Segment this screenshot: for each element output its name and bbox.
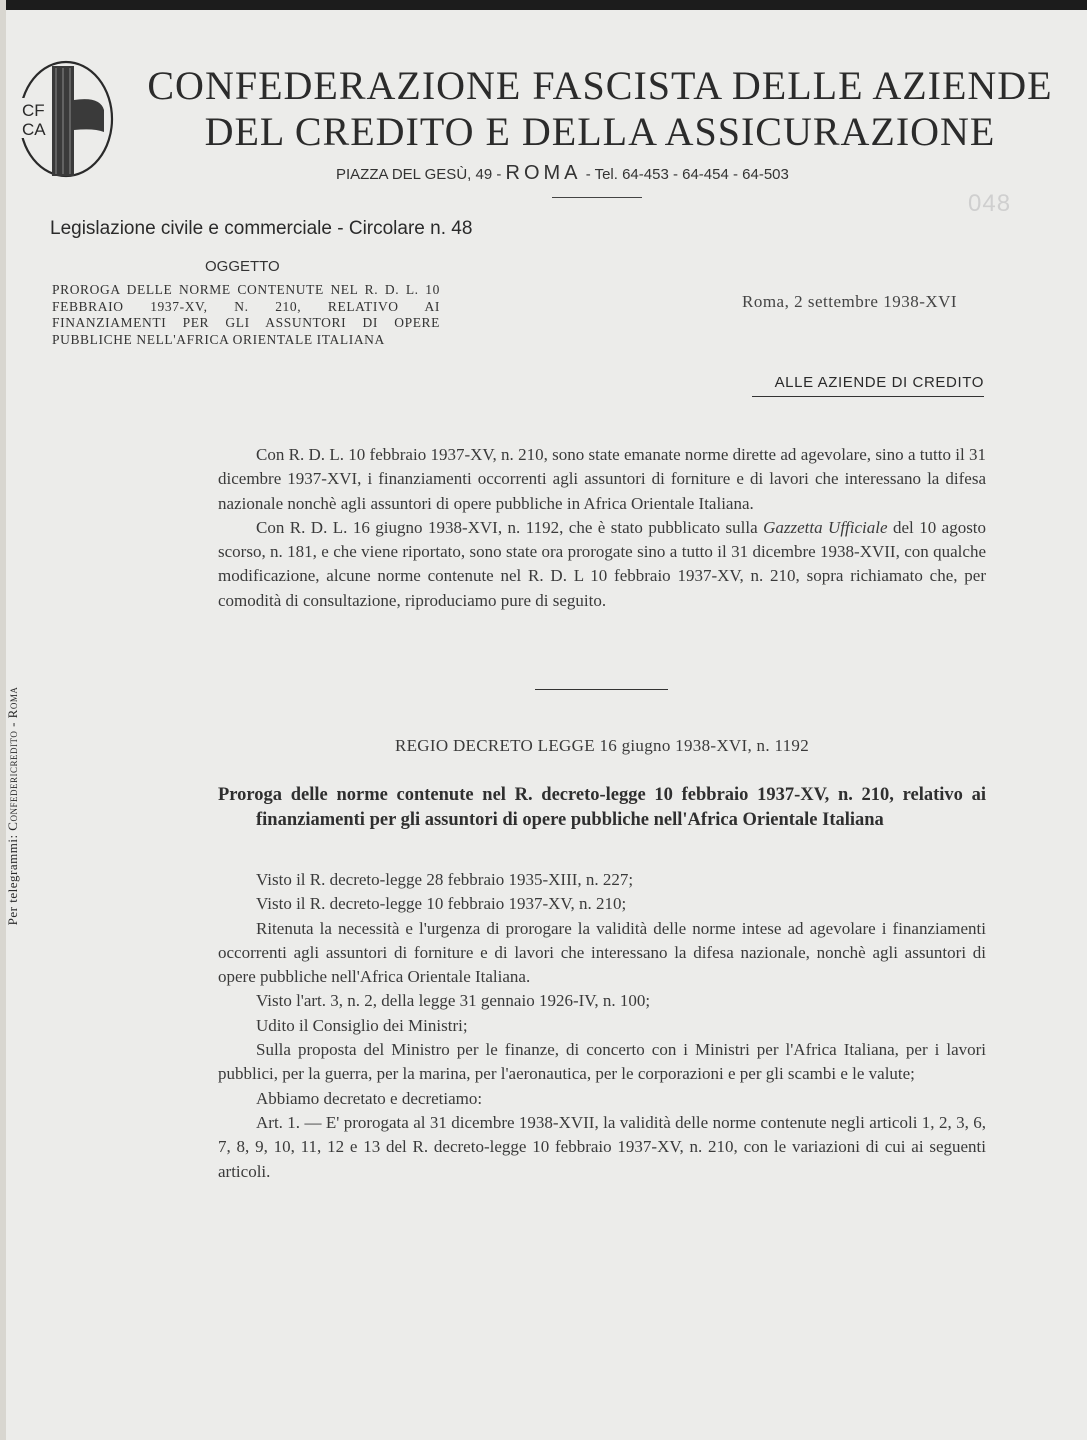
decree-line-3: Ritenuta la necessità e l'urgenza di prorogare la validità delle norme intese ad agevolare i finanziamenti occorrenti agli assuntori di forniture e di lavori che interessano la difesa nazionale, nonchè agli assuntori di opere pubbliche nell'Africa Orientale Italiana. (218, 918, 986, 987)
header-divider (552, 197, 642, 198)
fasces-emblem-icon (16, 58, 118, 180)
address-phones: - Tel. 64-453 - 64-454 - 64-503 (585, 166, 789, 183)
margin-telegram-address (5, 671, 21, 941)
telegram-prefix: Per telegrammi: (5, 834, 20, 926)
recipient-underline (752, 396, 984, 397)
logo-letters-top: CF (22, 101, 45, 120)
recipient: ALLE AZIENDE DI CREDITO (774, 374, 984, 391)
header-title-line1: CONFEDERAZIONE FASCISTA DELLE AZIENDE (147, 63, 1053, 108)
decree-line-2: Visto il R. decreto-legge 10 febbraio 1937-XV, n. 210; (256, 894, 627, 914)
intro-paragraph-2-end: del 10 agosto scorso, n. 181, e che viene riportato, sono state ora prorogate sino a tutto il 31 dicembre 1938-XVII, con qualche modificazione, alcune norme contenute nel R. D. L 10 febbraio 1937-XV, n. 210, sopra richiamato che, per comodità di consultazione, riproduciamo pure di seguito. (218, 517, 987, 610)
decree-line-5: Udito il Consiglio dei Ministri; (256, 1015, 468, 1035)
section-divider (535, 689, 668, 690)
intro-paragraph-2-start: Con R. D. L. 16 giugno 1938-XVI, n. 1192, che è stato pubblicato sulla (256, 517, 758, 537)
header-address (336, 162, 896, 185)
telegram-address: Confedericredito - Roma (5, 686, 20, 831)
intro-paragraph-1: Con R. D. L. 10 febbraio 1937-XV, n. 210, sono state emanate norme dirette ad agevolare, sino a tutto il 31 dicembre 1937-XVI, i finanziamenti occorrenti agli assuntori di forniture e di lavori che interessano la difesa nazionale nonchè agli assuntori di opere pubbliche in Africa Orientale Italiana. (218, 445, 986, 513)
circular-heading: Legislazione civile e commerciale - Circolare n. 48 (50, 218, 473, 239)
decree-article-1: Art. 1. — E' prorogata al 31 dicembre 1938-XVII, la validità delle norme contenute negli articoli 1, 2, 3, 6, 7, 8, 9, 10, 11, 12 e 13 del R. decreto-legge 10 febbraio 1937-XV, n. 210, con le variazioni di cui ai seguenti articoli. (218, 1112, 986, 1181)
decree-title: REGIO DECRETO LEGGE 16 giugno 1938-XVI, n. 1192 (394, 736, 810, 755)
gazette-name: Gazzetta Ufficiale (763, 517, 888, 537)
confederation-logo (16, 58, 118, 180)
intro-paragraph-2 (218, 516, 986, 613)
address-city: ROMA (505, 162, 582, 184)
logo-letters-bottom: CA (22, 120, 46, 139)
decree-line-4: Visto l'art. 3, n. 2, della legge 31 gennaio 1926-IV, n. 100; (256, 991, 651, 1011)
decree-line-7: Abbiamo decretato e decretiamo: (256, 1088, 483, 1108)
decree-line-1: Visto il R. decreto-legge 28 febbraio 1935-XIII, n. 227; (256, 870, 634, 889)
decree-heading: Proroga delle norme contenute nel R. decreto-legge 10 febbraio 1937-XV, n. 210, relativo ai finanziamenti per gli assuntori di opere pubbliche nell'Africa Orientale Italiana (218, 785, 986, 830)
pencil-archive-mark: 048 (968, 190, 1012, 217)
subject-label: OGGETTO (205, 258, 280, 275)
subject-text: PROROGA DELLE NORME CONTENUTE NEL R. D. L. 10 FEBBRAIO 1937-XV, N. 210, RELATIVO AI FINANZIAMENTI PER GLI ASSUNTORI DI OPERE PUBBLICHE NELL'AFRICA ORIENTALE ITALIANA (52, 282, 440, 347)
intro-section (218, 443, 986, 613)
decree-line-6: Sulla proposta del Ministro per le finanze, di concerto con i Ministri per l'Africa Italiana, per i lavori pubblici, per la guerra, per la marina, per l'aeronautica, per le corporazioni e per gli scambi e le valute; (218, 1040, 986, 1084)
address-street: PIAZZA DEL GESÙ, 49 - (336, 166, 502, 183)
letter-date: Roma, 2 settembre 1938-XVI (742, 292, 958, 311)
header-title-line2: DEL CREDITO E DELLA ASSICURAZIONE (204, 109, 996, 154)
decree-body (218, 868, 986, 1184)
